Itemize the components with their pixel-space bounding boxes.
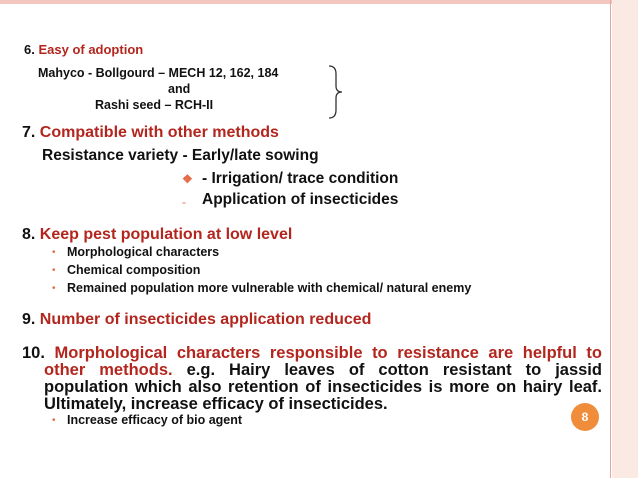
item8-bullet: Morphological characters [67, 245, 220, 259]
frame-right-strip [612, 0, 638, 478]
bullet-dot-icon: • [52, 415, 56, 426]
brace-icon [325, 64, 347, 120]
item10-number: 10. [22, 344, 45, 362]
item6-heading [24, 42, 143, 57]
frame-top-border [0, 0, 638, 4]
item8-bullet: Chemical composition [67, 263, 201, 277]
item7-title: Compatible with other methods [39, 124, 279, 141]
bullet-dot-icon: • [52, 247, 56, 258]
item6-title: Easy of adoption [38, 42, 144, 57]
item6-line3: Rashi seed – RCH-II [95, 98, 214, 112]
item6-number: 6. [24, 42, 35, 57]
item7-line2: - Irrigation/ trace condition [202, 170, 399, 187]
page-number-badge: 8 [571, 403, 599, 431]
item8-heading [22, 226, 292, 244]
item10-title-part1: Morphological characters responsible to resistance are helpful to [54, 344, 602, 362]
frame-right-line [610, 0, 611, 478]
item6-line2: and [168, 82, 191, 96]
item8-number: 8. [22, 226, 36, 243]
item9-title: Number of insecticides application reduced [39, 311, 372, 328]
dash-bullet-icon: - [182, 195, 186, 209]
item9-number: 9. [22, 311, 36, 328]
item10-title-part2: other methods. [44, 361, 173, 379]
item10-text-line1: e.g. Hairy leaves of cotton resistant to jassid [186, 361, 602, 379]
item7-heading [22, 124, 279, 142]
item10-bullet: Increase efficacy of bio agent [67, 413, 243, 427]
item7-number: 7. [22, 124, 36, 141]
item7-line3: Application of insecticides [202, 191, 399, 208]
item7-line1: Resistance variety - Early/late sowing [42, 147, 319, 164]
item8-bullet: Remained population more vulnerable with chemical/ natural enemy [67, 281, 472, 295]
item8-title: Keep pest population at low level [39, 226, 293, 243]
bullet-dot-icon: • [52, 265, 56, 276]
bullet-dot-icon: • [52, 283, 56, 294]
item9-heading [22, 311, 371, 329]
item10-text-line2: population which also retention of insecticides is more on hairy leaf. [44, 378, 602, 396]
diamond-bullet-icon: ❖ [182, 172, 193, 186]
item10-text-line3: Ultimately, increase efficacy of insecticides. [44, 395, 388, 413]
item6-line1: Mahyco - Bollgourd – MECH 12, 162, 184 [38, 66, 279, 80]
